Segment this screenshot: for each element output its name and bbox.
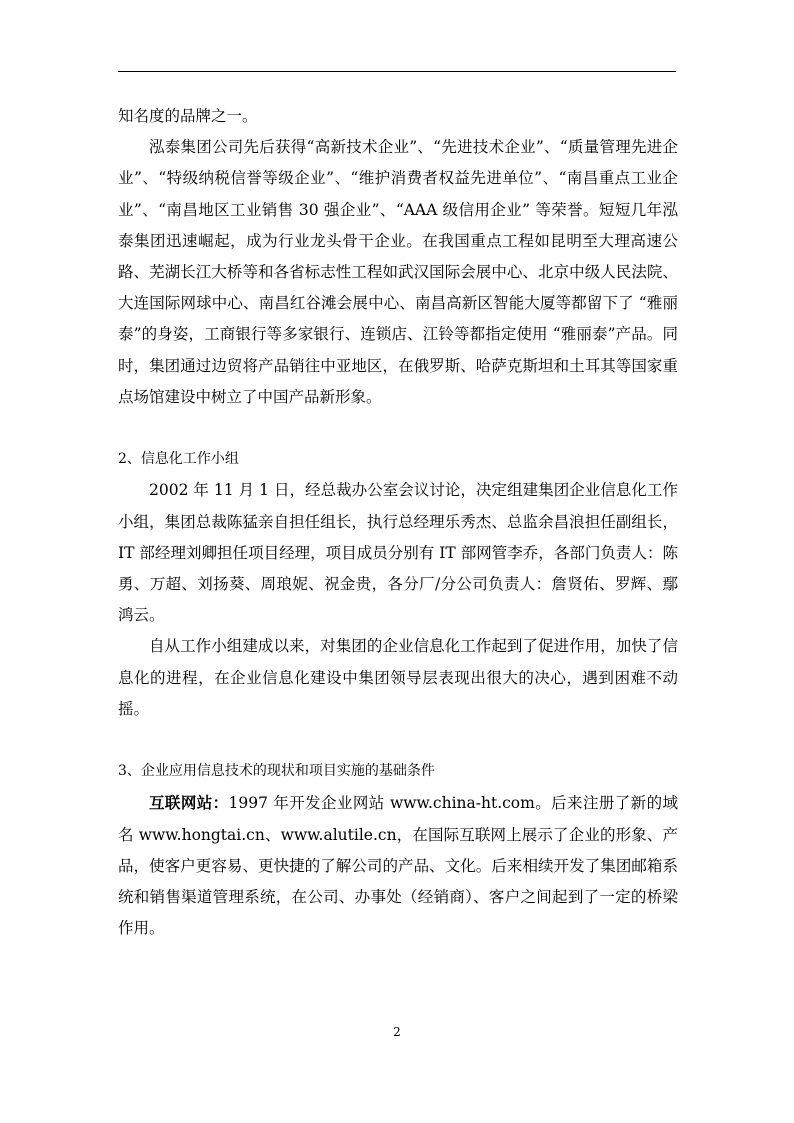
- paragraph-team-formation: 2002 年 11 月 1 日，经总裁办公室会议讨论，决定组建集团企业信息化工作小组，集团总裁陈猛亲自担任组长，执行总经理乐秀杰、总监余昌浪担任副组长，IT 部经理刘卿担任项目经理，项目成员分别有 IT 部网管李乔，各部门负责人：陈勇、万超、刘扬葵、周琅妮、祝金贵，各分厂/分公司负责人：詹贤佑、罗辉、鄢鸿云。: [118, 481, 678, 625]
- website-text: 1997 年开发企业网站 www.china-ht.com。后来注册了新的域名 www.hongtai.cn、www.alutile.cn，在国际互联网上展示了企业的形象、产品，使客户更容易、更快捷的了解公司的产品、文化。后来相续开发了集团邮箱系统和销售渠道管理系统，在公司、办事处（经销商）、客户之间起到了一定的桥梁作用。: [118, 794, 678, 938]
- paragraph-website: [118, 787, 678, 944]
- section-gap: [118, 413, 678, 444]
- page-number: 2: [393, 1025, 401, 1039]
- paragraph-brand-continuation: 知名度的品牌之一。: [118, 107, 258, 125]
- paragraph-honors: 泓泰集团公司先后获得“高新技术企业”、“先进技术企业”、“质量管理先进企业”、“特级纳税信誉等级企业”、“维护消费者权益先进单位”、“南昌重点工业企业”、“南昌地区工业销售 30 强企业”、“AAA 级信用企业” 等荣誉。短短几年泓泰集团迅速崛起，成为行业龙头骨干企业。在我国重点工程如昆明至大理高速公路、芜湖长江大桥等和各省标志性工程如武汉国际会展中心、北京中级人民法院、大连国际网球中心、南昌红谷滩会展中心、南昌高新区智能大厦等都留下了 “雅丽泰”的身姿，工商银行等多家银行、连锁店、江铃等都指定使用 “雅丽泰”产品。同时，集团通过边贸将产品销往中亚地区，在俄罗斯、哈萨克斯坦和土耳其等国家重点场馆建设中树立了中国产品新形象。: [118, 138, 678, 406]
- header-rule: [118, 71, 676, 72]
- section-heading-info-team: 2、信息化工作小组: [118, 451, 239, 468]
- website-label: 互联网站：: [149, 793, 229, 813]
- document-body: [118, 101, 678, 944]
- paragraph-team-effect: 自从工作小组建成以来，对集团的企业信息化工作起到了促进作用，加快了信息化的进程，在企业信息化建设中集团领导层表现出很大的决心，遇到困难不动摇。: [118, 637, 678, 718]
- section-gap: [118, 725, 678, 756]
- section-heading-it-status: 3、企业应用信息技术的现状和项目实施的基础条件: [118, 763, 435, 780]
